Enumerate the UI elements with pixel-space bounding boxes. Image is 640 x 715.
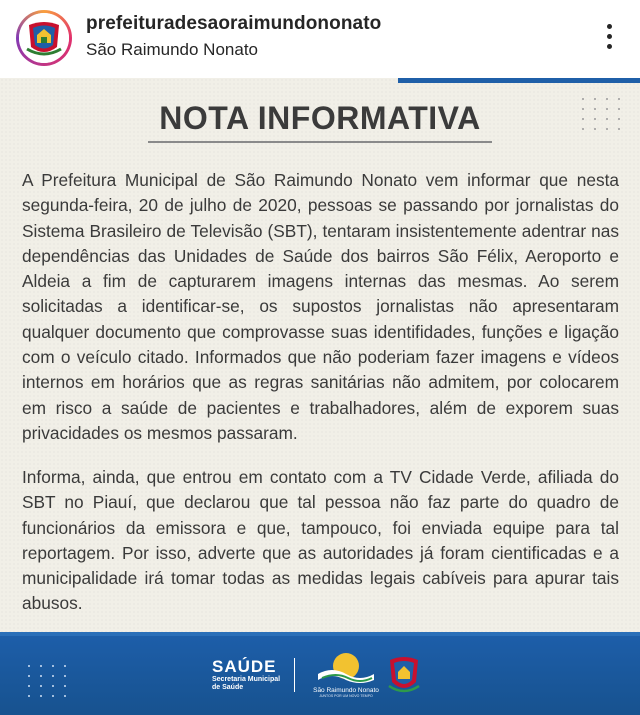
footer-band <box>0 636 640 715</box>
account-name[interactable]: prefeituradesaoraimundononato <box>86 13 382 34</box>
saude-subtitle: de Saúde <box>212 684 244 691</box>
paragraph-1: A Prefeitura Municipal de São Raimundo Nonato vem informar que nesta segunda-feira, 20 de julho de 2020, pessoas se passando por jornalistas do Sistema Brasileiro de Televisão (SBT), tentaram insistentemente adentrar nas dependências das Unidades de Saúde dos bairros São Félix, Aeroporto e Aldeia a fim de capturarem imagens internas das mesmas. Ao serem solicitadas a identificar-se, os supostos jornalistas não apresentaram qualquer documento que comprovasse suas identifidades, funções e ligação com o veículo citado. Informados que não poderiam fazer imagens e vídeos internos em horários que as regras sanitárias não admitem, por colocarem em risco a saúde de pacientes e trabalhadores, além de exporem suas privacidades os mesmos passaram. <box>22 170 619 443</box>
footer-divider <box>294 658 295 692</box>
post-title: NOTA INFORMATIVA <box>159 100 481 136</box>
decorative-dot-grid <box>28 665 68 697</box>
decorative-blue-bar <box>398 78 640 83</box>
saude-subtitle: Secretaria Municipal <box>212 676 281 683</box>
city-name: São Raimundo Nonato <box>313 687 379 694</box>
municipal-crest-icon <box>386 654 422 696</box>
post-location[interactable]: São Raimundo Nonato <box>86 40 259 59</box>
saude-logo <box>212 658 280 692</box>
city-sun-icon <box>312 650 380 686</box>
title-underline <box>148 141 492 143</box>
city-tagline: JUNTOS POR UM NOVO TEMPO <box>319 694 373 698</box>
paragraph-2: Informa, ainda, que entrou em contato com a TV Cidade Verde, afiliada do SBT no Piauí, que declarou que tal pessoa não faz parte do quadro de funcionários da emissora e que, tampouco, foi enviada equipe para tal reportagem. Por isso, adverte que as autoridades já foram cientificadas e a municipalidade irá tomar todas as medidas legais cabíveis para apurar tais abusos. <box>22 467 619 614</box>
saude-wordmark: SAÚDE <box>212 657 277 676</box>
more-options-icon[interactable] <box>600 24 618 54</box>
post-image <box>0 78 640 715</box>
city-logo <box>312 650 380 700</box>
profile-avatar[interactable] <box>16 10 72 66</box>
municipal-crest-icon <box>19 13 69 63</box>
post-header <box>0 0 640 78</box>
